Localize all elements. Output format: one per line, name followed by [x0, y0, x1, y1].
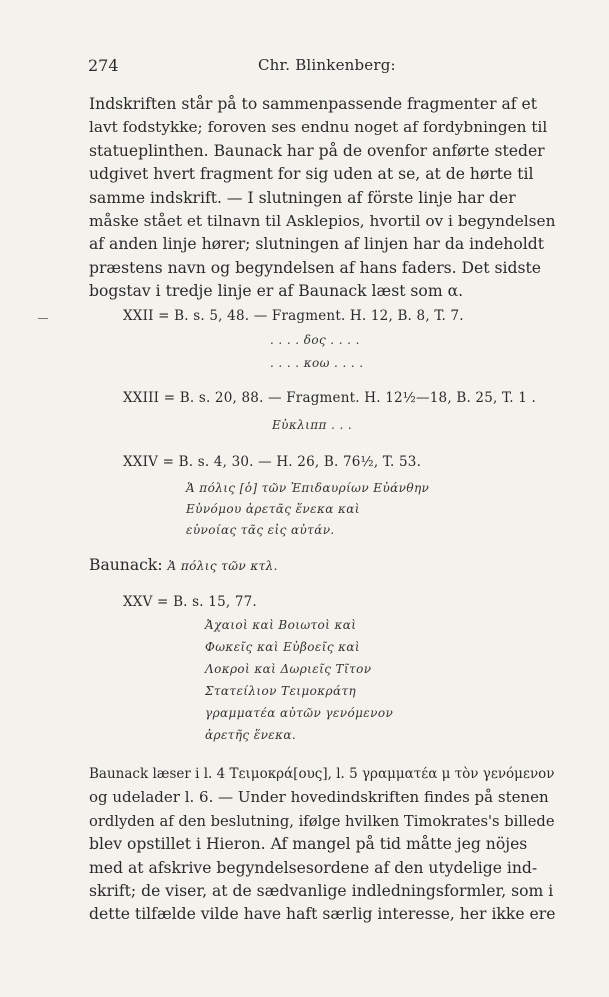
- text-line: af anden linje hører; slutningen af linjen har da indeholdt: [89, 235, 544, 254]
- running-head: Chr. Blinkenberg:: [258, 56, 396, 74]
- inscription-line: Εὐκλιππ . . .: [272, 418, 353, 432]
- text-line: lavt fodstykke; foroven ses endnu noget af fordybningen til: [89, 118, 548, 137]
- inscription-line: . . . . δος . . . .: [270, 333, 360, 347]
- text-line: udgivet hvert fragment for sig uden at se, at de hørte til: [89, 165, 534, 184]
- text-line: og udelader l. 6. — Under hovedindskriften findes på stenen: [89, 788, 549, 807]
- inscription-line: Λοκροὶ καὶ Δωριεῖς Τῖτον: [205, 662, 372, 676]
- inscription-line: ἀρετῆς ἕνεκα.: [205, 728, 297, 742]
- text-line: blev opstillet i Hieron. Af mangel på tid måtte jeg nöjes: [89, 835, 528, 854]
- entry-xxiii-heading: XXIII = B. s. 20, 88. — Fragment. H. 12½—18, B. 25, T. 1 .: [123, 390, 536, 406]
- text-line: samme indskrift. — I slutningen af förste linje har der: [89, 188, 516, 207]
- inscription-line: εὐνοίας τᾶς εἰς αὐτάν.: [186, 523, 335, 537]
- paragraph-commentary: [89, 763, 555, 927]
- text-line: med at afskrive begyndelsesordene af den utydelige ind-: [89, 858, 538, 877]
- entry-xxiv-heading: XXIV = B. s. 4, 30. — H. 26, B. 76½, T. 53.: [123, 454, 422, 470]
- text-line: bogstav i tredje linje er af Baunack læst som α.: [89, 282, 464, 301]
- inscription-line: γραμματέα αὐτῶν γενόμενον: [205, 706, 394, 720]
- inscription-line: Φωκεῖς καὶ Εὐβοεῖς καὶ: [205, 640, 361, 654]
- inscription-line: Εὐνόμου ἀρετᾶς ἕνεκα καὶ: [186, 502, 360, 516]
- text-line: måske stået et tilnavn til Asklepios, hvortil ov i begyndelsen: [89, 212, 556, 231]
- text-line: skrift; de viser, at de sædvanlige indledningsformler, som i: [89, 882, 554, 901]
- text-line: statueplinthen. Baunack har på de ovenfor anførte steder: [89, 141, 545, 160]
- page-number: 274: [88, 56, 119, 75]
- text-line: ordlyden af den beslutning, ifølge hvilken Timokrates's billede: [89, 812, 555, 830]
- entry-xxii-heading: XXII = B. s. 5, 48. — Fragment. H. 12, B. 8, T. 7.: [123, 308, 464, 324]
- inscription-line: . . . . κοω . . . .: [270, 356, 364, 370]
- inscription-line: Στατείλιον Τειμοκράτη: [205, 684, 357, 698]
- page-header: [88, 56, 558, 78]
- inscription-line: Ἁ πόλις [ὁ] τῶν Ἐπιδαυρίων Εὐάνθην: [186, 481, 430, 495]
- baunack-reading: [89, 556, 278, 574]
- paragraph-intro: [89, 93, 555, 304]
- text-line: Indskriften står på to sammenpassende fragmenter af et: [89, 95, 538, 113]
- margin-mark: [38, 318, 48, 319]
- text-line: Baunack læser i l. 4 Τειμοκρά[ους], l. 5 γραμματέα μ τὸν γενόμενον: [89, 766, 555, 782]
- baunack-greek: Ἁ πόλις τῶν κτλ.: [167, 559, 278, 573]
- inscription-line: Ἀχαιοὶ καὶ Βοιωτοὶ καὶ: [205, 618, 357, 632]
- text-line: dette tilfælde vilde have haft særlig interesse, her ikke ere: [89, 905, 556, 924]
- entry-xxv-heading: XXV = B. s. 15, 77.: [123, 594, 257, 610]
- text-line: præstens navn og begyndelsen af hans faders. Det sidste: [89, 258, 541, 277]
- baunack-label: Baunack:: [89, 556, 163, 574]
